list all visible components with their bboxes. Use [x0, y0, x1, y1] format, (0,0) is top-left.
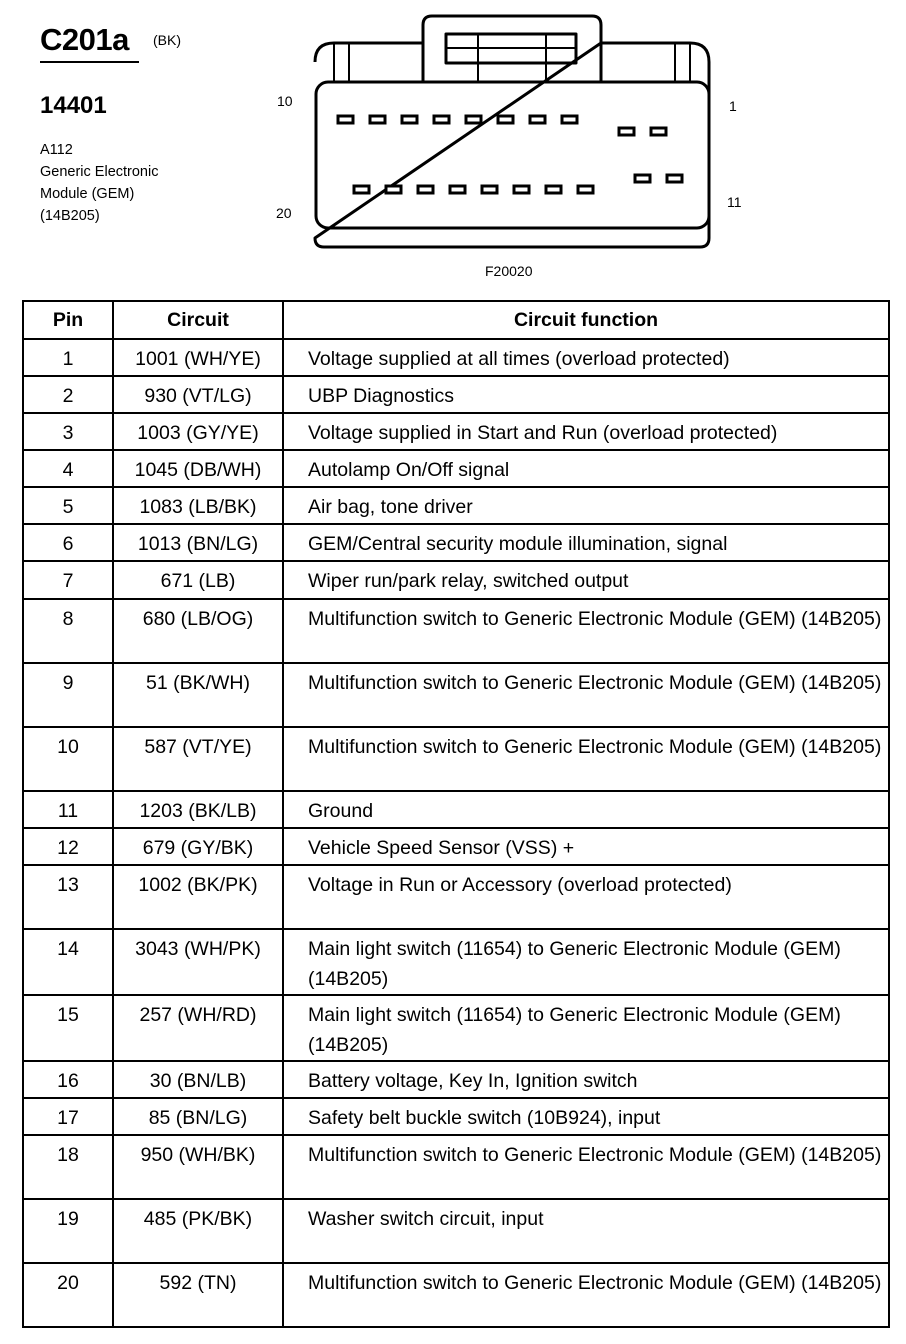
- table-row: [23, 1098, 889, 1135]
- function-cell: Air bag, tone driver: [283, 487, 889, 524]
- pin-cell: 20: [23, 1263, 113, 1327]
- pin-cell: 4: [23, 450, 113, 487]
- function-cell: Washer switch circuit, input: [283, 1199, 889, 1263]
- circuit-cell: 680 (LB/OG): [113, 599, 283, 663]
- function-cell: Main light switch (11654) to Generic Electronic Module (GEM) (14B205): [283, 929, 889, 995]
- table-row: [23, 1199, 889, 1263]
- table-row: [23, 663, 889, 727]
- function-cell: Vehicle Speed Sensor (VSS) +: [283, 828, 889, 865]
- function-cell: Ground: [283, 791, 889, 828]
- function-cell: Multifunction switch to Generic Electronic Module (GEM) (14B205): [283, 727, 889, 791]
- table-row: [23, 376, 889, 413]
- pin-cell: 1: [23, 339, 113, 376]
- circuit-cell: 1003 (GY/YE): [113, 413, 283, 450]
- pin-cell: 9: [23, 663, 113, 727]
- table-row: [23, 791, 889, 828]
- function-cell: Voltage in Run or Accessory (overload protected): [283, 865, 889, 929]
- table-row: [23, 450, 889, 487]
- table-header-row: [23, 301, 889, 339]
- table-row: [23, 1061, 889, 1098]
- description-line: Module (GEM): [40, 186, 135, 202]
- pin-cell: 6: [23, 524, 113, 561]
- table-row: [23, 339, 889, 376]
- table-row: [23, 1135, 889, 1199]
- pin-cell: 14: [23, 929, 113, 995]
- function-cell: Voltage supplied at all times (overload protected): [283, 339, 889, 376]
- pin-cell: 7: [23, 561, 113, 599]
- circuit-cell: 1013 (BN/LG): [113, 524, 283, 561]
- circuit-cell: 1083 (LB/BK): [113, 487, 283, 524]
- table-row: [23, 865, 889, 929]
- function-cell: GEM/Central security module illumination, signal: [283, 524, 889, 561]
- circuit-cell: 587 (VT/YE): [113, 727, 283, 791]
- pin-cell: 12: [23, 828, 113, 865]
- function-cell: Safety belt buckle switch (10B924), input: [283, 1098, 889, 1135]
- pin-cell: 3: [23, 413, 113, 450]
- pin-label-11: 11: [727, 194, 742, 210]
- function-cell: Multifunction switch to Generic Electronic Module (GEM) (14B205): [283, 1135, 889, 1199]
- connector-shell: [315, 43, 709, 247]
- connector-id: C201a: [40, 22, 129, 57]
- description-line: (14B205): [40, 208, 100, 224]
- circuit-cell: 3043 (WH/PK): [113, 929, 283, 995]
- table-row: [23, 1263, 889, 1327]
- table-row: [23, 995, 889, 1061]
- pin-label-10: 10: [277, 93, 293, 109]
- circuit-cell: 679 (GY/BK): [113, 828, 283, 865]
- table-row: [23, 487, 889, 524]
- function-cell: Multifunction switch to Generic Electronic Module (GEM) (14B205): [283, 1263, 889, 1327]
- table-row: [23, 524, 889, 561]
- pin-table: [22, 300, 890, 1328]
- pin-label-20: 20: [276, 205, 292, 221]
- pin-cell: 13: [23, 865, 113, 929]
- table-row: [23, 599, 889, 663]
- part-number: 14401: [40, 92, 107, 119]
- column-header-pin: Pin: [23, 301, 113, 339]
- pin-cell: 15: [23, 995, 113, 1061]
- description-line: A112: [40, 142, 73, 158]
- function-cell: Wiper run/park relay, switched output: [283, 561, 889, 599]
- connector-color: (BK): [153, 32, 181, 48]
- pin-label-1: 1: [729, 98, 737, 114]
- circuit-cell: 85 (BN/LG): [113, 1098, 283, 1135]
- pin-cavities: [338, 116, 682, 193]
- table-row: [23, 561, 889, 599]
- column-header-function: Circuit function: [283, 301, 889, 339]
- connector-id-underline: [40, 61, 139, 63]
- pin-cell: 5: [23, 487, 113, 524]
- circuit-cell: 1002 (BK/PK): [113, 865, 283, 929]
- circuit-cell: 592 (TN): [113, 1263, 283, 1327]
- circuit-cell: 930 (VT/LG): [113, 376, 283, 413]
- column-header-circuit: Circuit: [113, 301, 283, 339]
- circuit-cell: 30 (BN/LB): [113, 1061, 283, 1098]
- circuit-cell: 1001 (WH/YE): [113, 339, 283, 376]
- pin-cell: 18: [23, 1135, 113, 1199]
- connector-face-diagram: [300, 10, 720, 260]
- function-cell: Voltage supplied in Start and Run (overload protected): [283, 413, 889, 450]
- function-cell: Multifunction switch to Generic Electronic Module (GEM) (14B205): [283, 663, 889, 727]
- table-row: [23, 413, 889, 450]
- circuit-cell: 1203 (BK/LB): [113, 791, 283, 828]
- table-row: [23, 727, 889, 791]
- pin-cell: 10: [23, 727, 113, 791]
- pin-cell: 2: [23, 376, 113, 413]
- function-cell: Battery voltage, Key In, Ignition switch: [283, 1061, 889, 1098]
- circuit-cell: 950 (WH/BK): [113, 1135, 283, 1199]
- function-cell: Main light switch (11654) to Generic Electronic Module (GEM) (14B205): [283, 995, 889, 1061]
- function-cell: Multifunction switch to Generic Electronic Module (GEM) (14B205): [283, 599, 889, 663]
- circuit-cell: 51 (BK/WH): [113, 663, 283, 727]
- function-cell: Autolamp On/Off signal: [283, 450, 889, 487]
- circuit-cell: 257 (WH/RD): [113, 995, 283, 1061]
- circuit-cell: 485 (PK/BK): [113, 1199, 283, 1263]
- pin-cell: 19: [23, 1199, 113, 1263]
- figure-id: F20020: [485, 263, 533, 279]
- circuit-cell: 671 (LB): [113, 561, 283, 599]
- table-row: [23, 929, 889, 995]
- pin-cell: 17: [23, 1098, 113, 1135]
- function-cell: UBP Diagnostics: [283, 376, 889, 413]
- pin-cell: 11: [23, 791, 113, 828]
- table-row: [23, 828, 889, 865]
- pin-cell: 8: [23, 599, 113, 663]
- pin-cell: 16: [23, 1061, 113, 1098]
- circuit-cell: 1045 (DB/WH): [113, 450, 283, 487]
- description-line: Generic Electronic: [40, 164, 159, 180]
